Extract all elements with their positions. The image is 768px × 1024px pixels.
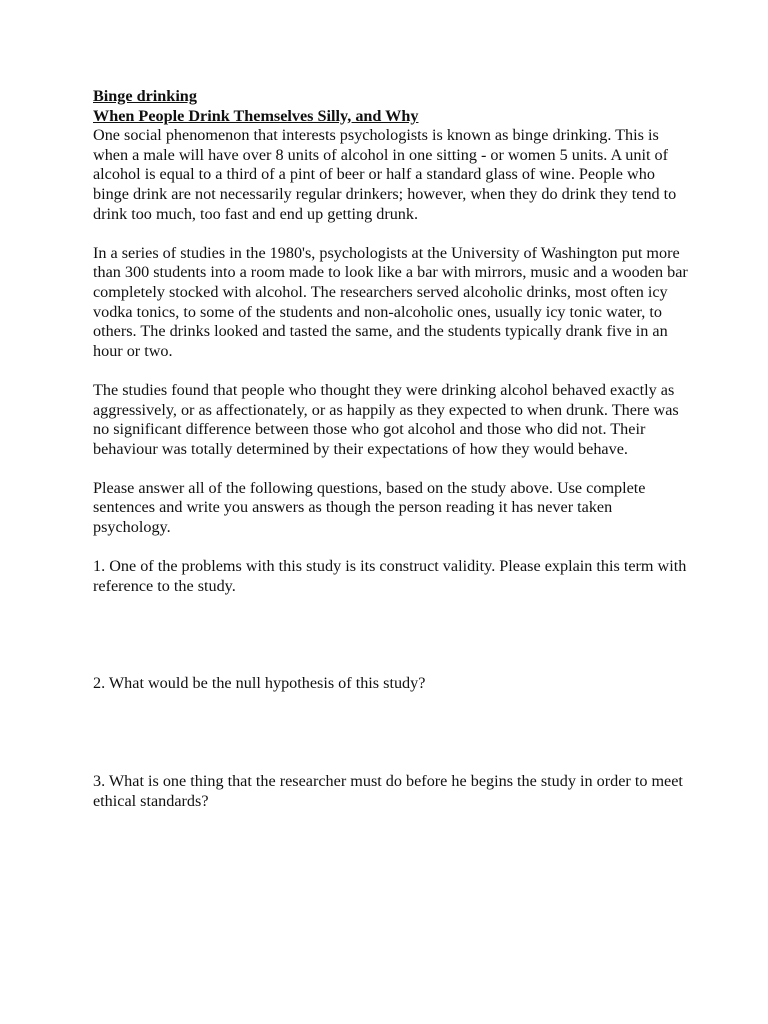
question-2: 2. What would be the null hypothesis of this study?: [93, 674, 426, 693]
question-3: 3. What is one thing that the researcher must do before he begins the study in order to meet ethical standards?: [93, 772, 683, 810]
paragraph-findings: The studies found that people who thought they were drinking alcohol behaved exactly as aggressively, or as affectionately, or as happily as they expected to when drunk. There was no significant difference between those who got alcohol and those who did not. Their behaviour was totally determined by their expectations of how they would behave.: [93, 380, 679, 458]
document-body: [93, 87, 693, 831]
paragraph-study: In a series of studies in the 1980's, psychologists at the University of Washington put more than 300 students into a room made to look like a bar with mirrors, music and a wooden bar completely stocked with alcohol. The researchers served alcoholic drinks, most often icy vodka tonics, to some of the students and non-alcoholic ones, usually icy tonic water, to others. The drinks looked and tasted the same, and the students typically drank five in an hour or two.: [93, 243, 688, 360]
document-title: Binge drinking: [93, 87, 197, 105]
question-1: 1. One of the problems with this study is its construct validity. Please explain this term with reference to the study.: [93, 557, 687, 595]
paragraph-instructions: Please answer all of the following questions, based on the study above. Use complete sentences and write you answers as though the person reading it has never taken psychology.: [93, 478, 646, 537]
document-subtitle: When People Drink Themselves Silly, and Why: [93, 106, 419, 125]
paragraph-intro: One social phenomenon that interests psychologists is known as binge drinking. This is when a male will have over 8 units of alcohol in one sitting - or women 5 units. A unit of alcohol is equal to a third of a pint of beer or half a standard glass of wine. People who binge drink are not necessarily regular drinkers; however, when they do drink they tend to drink too much, too fast and end up getting drunk.: [93, 126, 677, 223]
